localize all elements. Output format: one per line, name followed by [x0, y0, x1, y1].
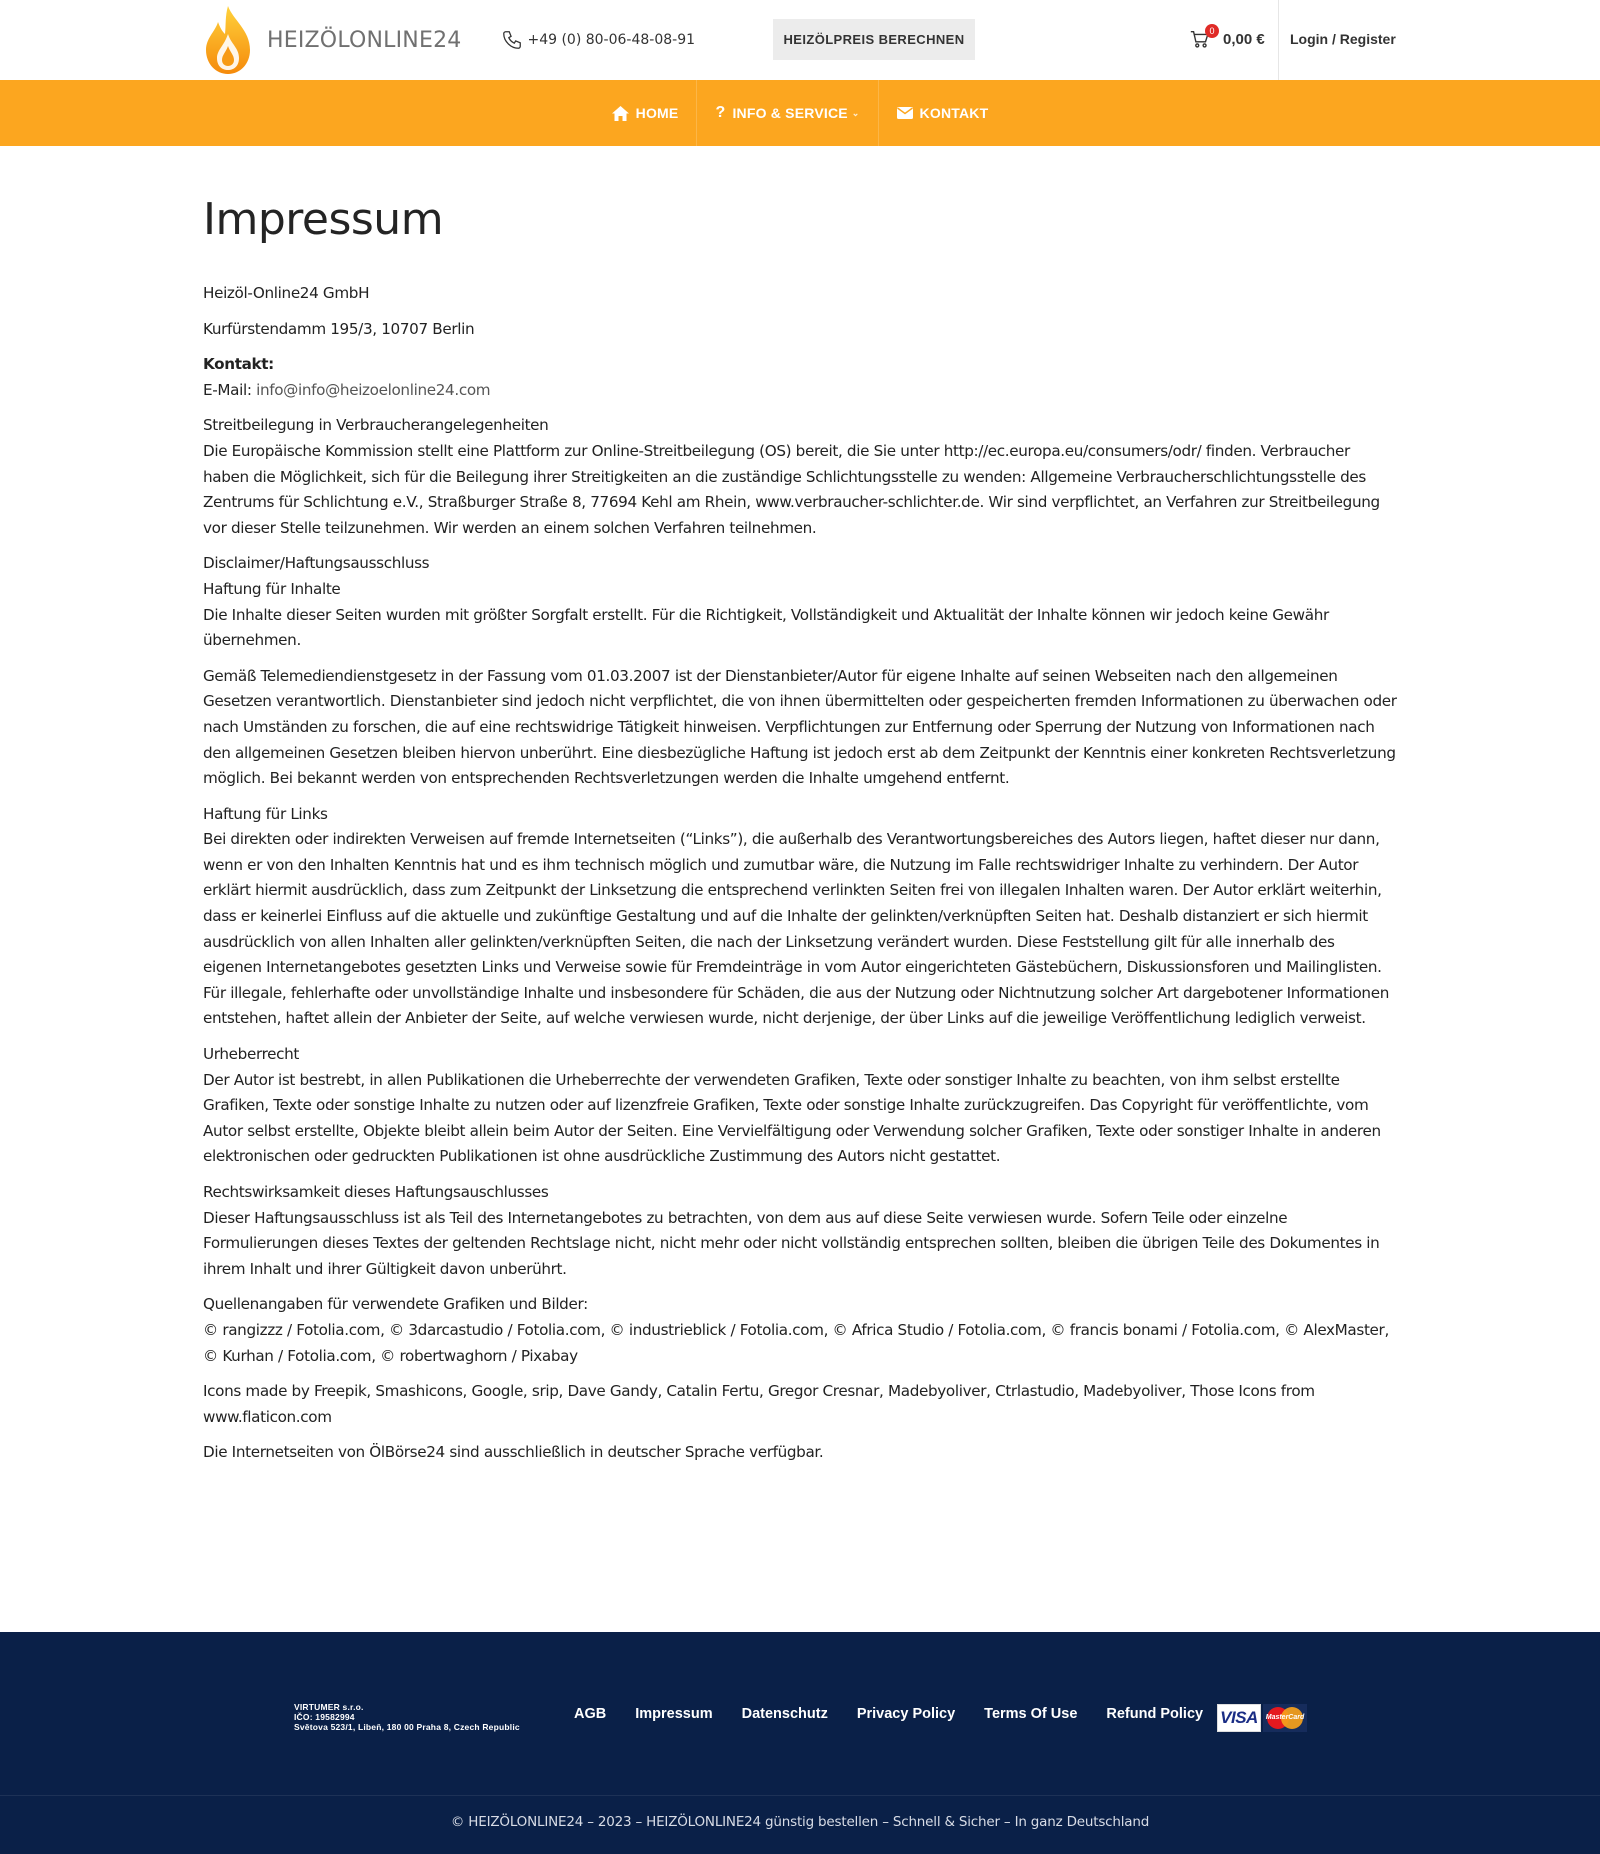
disclaimer-section	[203, 551, 1397, 653]
section-heading: Haftung für Links	[203, 804, 328, 823]
company-name: Heizöl-Online24 GmbH	[203, 284, 370, 302]
nav-item-kontakt[interactable]	[879, 80, 1007, 146]
section-text: © rangizzz / Fotolia.com, © 3darcastudio / Fotolia.com, © industrieblick / Fotolia.com, © Africa Studio / Fotolia.com, © francis bonami / Fotolia.com, © AlexMaster, © Kurhan / Fotolia.com, © robertwaghorn / Pixabay	[203, 1320, 1389, 1365]
company-line: IČO: 19582994	[294, 1712, 355, 1722]
phone-contact[interactable]	[501, 29, 695, 51]
main-navigation	[0, 80, 1600, 146]
site-footer	[0, 1632, 1600, 1854]
main-content	[203, 146, 1397, 1632]
logo-text: HEIZÖLONLINE24	[267, 27, 462, 53]
site-header	[0, 0, 1600, 80]
nav-item-info-service[interactable]	[697, 80, 878, 146]
nav-item-label: KONTAKT	[919, 105, 989, 121]
mastercard-label: MasterCard	[1265, 1714, 1305, 1721]
footer-top	[0, 1632, 1600, 1796]
header-divider	[1278, 0, 1279, 80]
sources-section	[203, 1292, 1397, 1369]
phone-number: +49 (0) 80-06-48-08-91	[527, 32, 696, 48]
contact-block	[203, 352, 1397, 403]
impressum-text	[203, 281, 1397, 1466]
section-heading: Disclaimer/Haftungsausschluss	[203, 554, 430, 573]
section-text: Dieser Haftungsausschluss ist als Teil des Internetangebotes zu betrachten, von dem aus auf diese Seite verwiesen wurde. Sofern Teile oder einzelne Formulierungen dieses Textes der geltenden Rechtslage nicht, nicht mehr oder nicht vollständig entsprechen sollten, bleiben die übrigen Teile des Dokumentes in ihrem Inhalt und ihrer Gültigkeit davon unberührt.	[203, 1208, 1380, 1278]
copyright-section	[203, 1042, 1397, 1170]
dispute-section	[203, 413, 1397, 541]
question-icon: ?	[715, 104, 726, 121]
section-heading: Rechtswirksamkeit dieses Haftungsauschlusses	[203, 1183, 549, 1201]
section-subheading: Haftung für Inhalte	[203, 579, 341, 598]
company-line: VIRTUMER s.r.o.	[294, 1702, 364, 1712]
footer-links	[574, 1706, 1232, 1722]
company-info	[294, 1702, 520, 1732]
footer-link-impressum[interactable]: Impressum	[635, 1706, 713, 1722]
cart-total: 0,00 €	[1223, 30, 1265, 48]
section-heading: Urheberrecht	[203, 1045, 300, 1064]
footer-link-refund-policy[interactable]: Refund Policy	[1106, 1706, 1204, 1722]
section-text: Der Autor ist bestrebt, in allen Publikationen die Urheberrechte der verwendeten Grafiken, Texte oder sonstiger Inhalte zu beachten, von ihm selbst erstellte Grafiken, Texte oder sonstige Inhalte zu nutzen oder auf lizenzfreie Grafiken, Texte oder sonstige Inhalte zurückzugreifen. Das Copyright für veröffentlichte, vom Autor selbst erstellte, Objekte bleibt allein beim Autor der Seiten. Eine Vervielfältigung oder Verwendung solcher Grafiken, Texte oder sonstiger Inhalte in anderen elektronischen oder gedruckten Publikationen ist ohne ausdrückliche Zustimmung des Autors nicht gestattet.	[203, 1070, 1381, 1166]
nav-item-label: INFO & SERVICE	[732, 105, 848, 121]
footer-link-agb[interactable]: AGB	[574, 1706, 607, 1722]
email-label: E-Mail:	[203, 380, 257, 399]
cart-widget[interactable]	[1189, 28, 1265, 50]
footer-link-privacy-policy[interactable]: Privacy Policy	[856, 1706, 956, 1722]
tmg-paragraph: Gemäß Telemediendienstgesetz in der Fassung vom 01.03.2007 ist der Dienstanbieter/Autor für eigene Inhalte auf seinen Webseiten nach den allgemeinen Gesetzen verantwortlich. Dienstanbieter sind jedoch nicht verpflichtet, die von ihnen übermittelten oder gespeicherten fremden Informationen zu überwachen oder nach Umständen zu forschen, die auf eine rechtswidrige Tätigkeit hinweisen. Verpflichtungen zur Entfernung oder Sperrung der Nutzung von Informationen nach den allgemeinen Gesetzen bleiben hiervon unberührt. Eine diesbezügliche Haftung ist jedoch erst ab dem Zeitpunkt der Kenntnis einer konkreten Rechtsverletzung möglich. Bei bekannt werden von entsprechenden Rechtsverletzungen werden die Inhalte umgehend entfernt.	[203, 666, 1397, 788]
icons-credit: Icons made by Freepik, Smashicons, Google, srip, Dave Gandy, Catalin Fertu, Gregor Cresnar, Madebyoliver, Ctrlastudio, Madebyoliver, Those Icons from www.flaticon.com	[203, 1382, 1315, 1426]
calculate-price-button[interactable]: HEIZÖLPREIS BERECHNEN	[773, 19, 975, 60]
section-heading: Quellenangaben für verwendete Grafiken und Bilder:	[203, 1295, 588, 1314]
language-note: Die Internetseiten von ÖlBörse24 sind ausschließlich in deutscher Sprache verfügbar.	[203, 1443, 824, 1462]
section-text: Bei direkten oder indirekten Verweisen auf fremde Internetseiten (“Links”), die außerhalb des Verantwortungsbereiches des Autors liegen, haftet dieser nur dann, wenn er von den Inhalten Kenntnis hat und es ihm technisch möglich und zumutbar wäre, die Nutzung im Falle rechtswidriger Inhalte zu verhindern. Der Autor erklärt hiermit ausdrücklich, dass zum Zeitpunkt der Linksetzung die entsprechend verlinkten Seiten frei von illegalen Inhalten waren. Der Autor erklärt weiterhin, dass er keinerlei Einfluss auf die aktuelle und zukünftige Gestaltung und auf die Inhalte der gelinkten/verknüpften Seiten hat. Deshalb distanziert er sich hiermit ausdrücklich von allen Inhalten aller gelinkten/verknüpften Seiten, die nach der Linksetzung verändert wurden. Diese Feststellung gilt für alle innerhalb des eigenen Internetangebotes gesetzten Links und Verweise sowie für Fremdeinträge in vom Autor eingerichteten Gästebüchern, Diskussionsforen und Mailinglisten. Für illegale, fehlerhafte oder unvollständige Inhalte und insbesondere für Schäden, die aus der Nutzung oder Nichtnutzung solcher Art dargebotener Informationen entstehen, haftet allein der Anbieter der Seite, auf welche verwiesen wurde, nicht derjenige, der über Links auf die jeweilige Veröffentlichung lediglich verweist.	[203, 830, 1389, 1028]
links-section	[203, 802, 1397, 1032]
nav-item-home[interactable]	[594, 80, 698, 146]
envelope-icon	[897, 107, 913, 119]
chevron-down-icon: ⌄	[851, 107, 860, 118]
section-text: Die Europäische Kommission stellt eine Plattform zur Online-Streitbeilegung (OS) bereit, die Sie unter http://ec.europa.eu/consumers/odr/ finden. Verbraucher haben die Möglichkeit, sich für die Beilegung ihrer Streitigkeiten an die zuständige Schlichtungsstelle zu wenden: Allgemeine Verbraucherschlichtungsstelle des Zentrums für Schlichtung e.V., Straßburger Straße 8, 77694 Kehl am Rhein, www.verbraucher-schlichter.de. Wir sind verpflichtet, an Verfahren zur Streitbeilegung vor dieser Stelle teilzunehmen. Wir werden an einem solchen Verfahren teilnehmen.	[203, 441, 1380, 537]
mastercard-icon	[1263, 1704, 1307, 1732]
site-logo[interactable]	[203, 0, 461, 80]
footer-copyright: © HEIZÖLONLINE24 – 2023 – HEIZÖLONLINE24 günstig bestellen – Schnell & Sicher – In ganz Deutschland	[450, 1814, 1150, 1830]
company-address: Kurfürstendamm 195/3, 10707 Berlin	[203, 319, 475, 338]
company-line: Světova 523/1, Libeň, 180 00 Praha 8, Czech Republic	[294, 1722, 520, 1732]
payment-cards	[1217, 1704, 1307, 1732]
validity-section	[203, 1180, 1397, 1282]
contact-label: Kontakt:	[203, 355, 274, 374]
home-icon	[612, 106, 629, 121]
phone-icon	[501, 29, 523, 51]
visa-card-icon: VISA	[1217, 1704, 1261, 1732]
nav-item-label: HOME	[635, 105, 679, 121]
login-register-link[interactable]: Login / Register	[1290, 31, 1396, 47]
section-heading: Streitbeilegung in Verbraucherangelegenheiten	[203, 416, 549, 435]
footer-link-terms-of-use[interactable]: Terms Of Use	[984, 1706, 1078, 1722]
footer-link-datenschutz[interactable]: Datenschutz	[741, 1706, 828, 1722]
section-text: Die Inhalte dieser Seiten wurden mit größter Sorgfalt erstellt. Für die Richtigkeit, Vollständigkeit und Aktualität der Inhalte können wir jedoch keine Gewähr übernehmen.	[203, 605, 1329, 650]
flame-logo-icon	[203, 4, 253, 76]
email-link[interactable]: info@info@heizoelonline24.com	[256, 380, 491, 399]
page-title: Impressum	[203, 194, 444, 245]
cart-count-badge: 0	[1205, 24, 1219, 38]
